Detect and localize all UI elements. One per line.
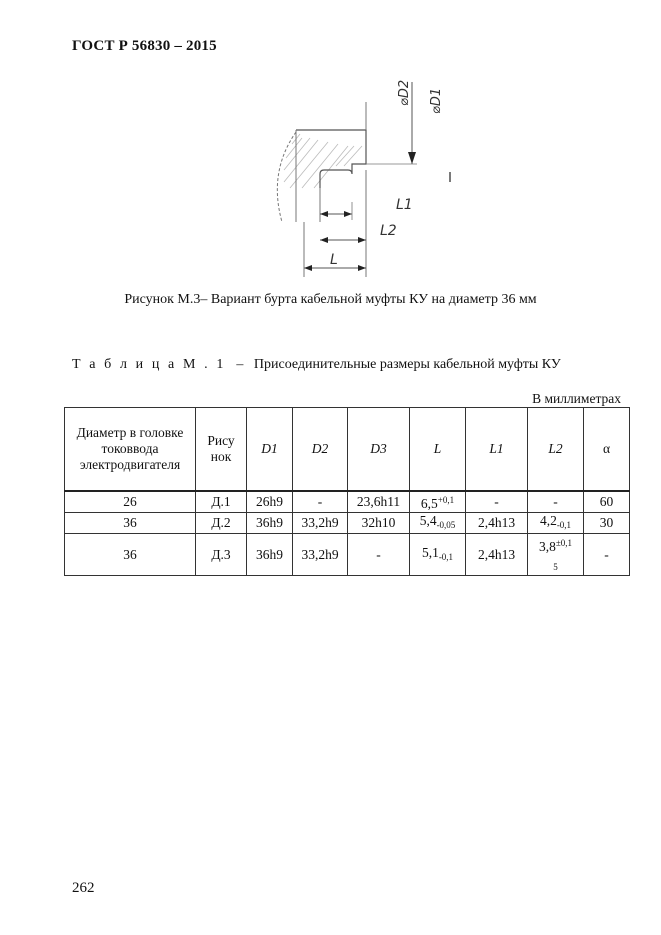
cell-l1: 2,4h13 — [466, 534, 528, 576]
cell-d3: - — [348, 534, 410, 576]
cell-l1: - — [466, 491, 528, 513]
header-d2: D2 — [293, 408, 348, 492]
l-tolerance-lower: -0,05 — [436, 520, 456, 530]
cell-d1: 36h9 — [247, 534, 293, 576]
cell-figure: Д.3 — [196, 534, 247, 576]
cell-diameter: 36 — [65, 513, 196, 534]
dimensions-table — [64, 407, 630, 576]
cell-l2 — [528, 491, 584, 513]
header-d1: D1 — [247, 408, 293, 492]
cell-l2 — [528, 534, 584, 576]
header-l2: L2 — [528, 408, 584, 492]
l2-tolerance-wrap: 5 — [553, 561, 558, 572]
cell-d1: 36h9 — [247, 513, 293, 534]
units-note: В миллиметрах — [532, 391, 621, 406]
l2-tolerance-lower: -0,1 — [556, 520, 572, 530]
l-base: 5,1 — [421, 544, 439, 560]
cell-d3: 23,6h11 — [348, 491, 410, 513]
cell-alpha: - — [584, 534, 630, 576]
header-diameter: Диаметр в головке токоввода электродвигателя — [65, 408, 196, 492]
cell-diameter: 36 — [65, 534, 196, 576]
l2-base: 3,8 — [538, 538, 556, 554]
l-tolerance-upper: +0,1 — [437, 495, 455, 505]
cell-d1: 26h9 — [247, 491, 293, 513]
break-arc — [277, 132, 296, 222]
page-number: 262 — [72, 880, 95, 896]
l-base: 6,5 — [420, 496, 438, 511]
table-row — [65, 491, 630, 513]
label-l2: L2 — [380, 223, 397, 239]
table-header-row — [65, 408, 630, 492]
cell-l — [410, 534, 466, 576]
l2-tolerance-upper: ±0,1 — [555, 537, 573, 548]
cell-d2: 33,2h9 — [293, 513, 348, 534]
l2-base: - — [553, 494, 558, 509]
l-tolerance-lower: -0,1 — [438, 551, 454, 562]
label-d1: ⌀D1 — [429, 87, 444, 114]
table-title-text: Присоединительные размеры кабельной муфты КУ — [253, 357, 561, 372]
l2-base: 4,2 — [539, 513, 557, 528]
header-l: L — [410, 408, 466, 492]
figure-caption: Рисунок М.3– Вариант бурта кабельной муфты КУ на диаметр 36 мм — [124, 292, 537, 307]
table-title-prefix: Т а б л и ц а М . 1 — [72, 357, 226, 372]
label-l: L — [330, 252, 338, 268]
cell-diameter: 26 — [65, 491, 196, 513]
cell-d2: - — [293, 491, 348, 513]
cell-l — [410, 491, 466, 513]
cell-figure: Д.1 — [196, 491, 247, 513]
cell-l — [410, 513, 466, 534]
header-d3: D3 — [348, 408, 410, 492]
table-title — [72, 357, 561, 373]
l-base: 5,4 — [419, 513, 437, 528]
table-title-dash: – — [236, 357, 244, 372]
cable-coupling-drawing — [262, 72, 462, 282]
header-l1: L1 — [466, 408, 528, 492]
cell-l1: 2,4h13 — [466, 513, 528, 534]
cell-d2: 33,2h9 — [293, 534, 348, 576]
label-d2: ⌀D2 — [397, 79, 412, 106]
header-alpha: α — [584, 408, 630, 492]
document-header: ГОСТ Р 56830 – 2015 — [72, 38, 217, 54]
collar-outline — [296, 130, 366, 188]
cell-alpha: 30 — [584, 513, 630, 534]
table-row — [65, 513, 630, 534]
label-l1: L1 — [396, 197, 413, 213]
table-row — [65, 534, 630, 576]
cell-d3: 32h10 — [348, 513, 410, 534]
cell-figure: Д.2 — [196, 513, 247, 534]
cell-l2 — [528, 513, 584, 534]
cell-alpha: 60 — [584, 491, 630, 513]
header-figure: Рису нок — [196, 408, 247, 492]
